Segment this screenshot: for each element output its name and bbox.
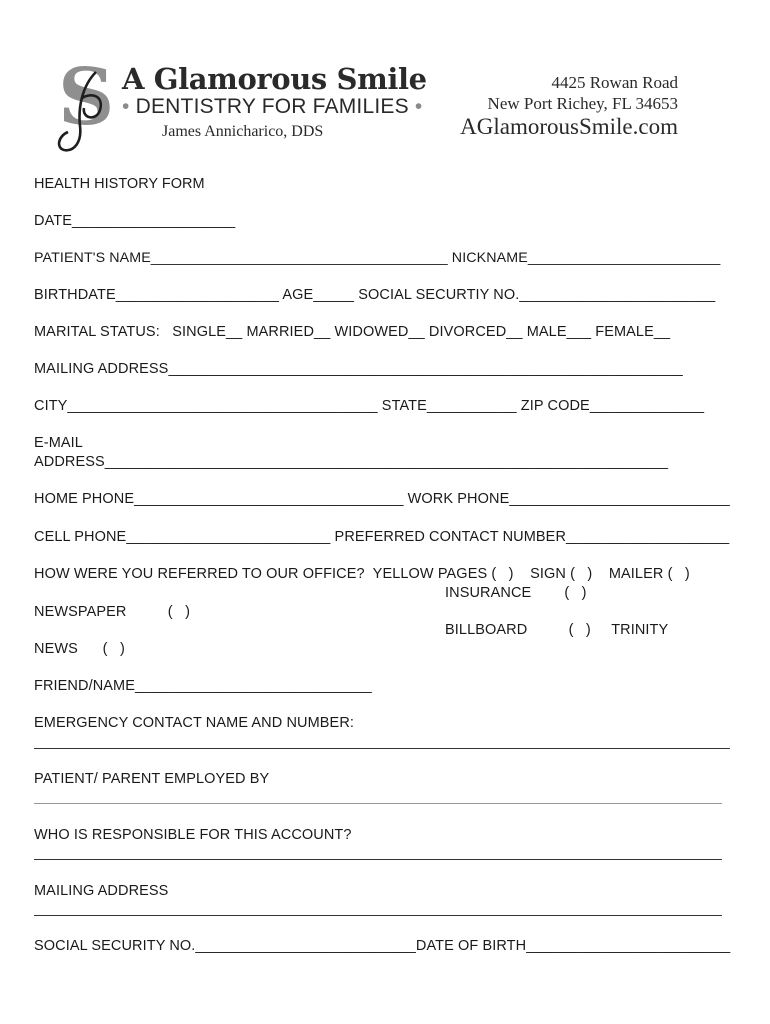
- website: AGlamorousSmile.com: [460, 114, 678, 139]
- form-title: HEALTH HISTORY FORM: [34, 176, 205, 192]
- address-line-2: New Port Richey, FL 34653: [487, 94, 678, 113]
- svg-text:S: S: [58, 56, 115, 143]
- billboard-option[interactable]: BILLBOARD ( ) TRINITY: [445, 622, 669, 638]
- monogram-logo-icon: [52, 56, 120, 156]
- patient-name-field[interactable]: PATIENT'S NAME_____________________________________ NICKNAME________________________: [34, 250, 721, 266]
- cell-phone-field[interactable]: CELL PHONE_________________________ PREFERRED CONTACT NUMBER____________________: [34, 529, 730, 545]
- email-address-field[interactable]: ADDRESS_____________________________________________________________________: [34, 454, 669, 470]
- responsible-line[interactable]: [34, 859, 722, 860]
- tagline-bullet-right: •: [414, 95, 423, 118]
- employer-line[interactable]: [34, 803, 722, 804]
- responsible-label: WHO IS RESPONSIBLE FOR THIS ACCOUNT?: [34, 827, 352, 843]
- referred-question[interactable]: HOW WERE YOU REFERRED TO OUR OFFICE? YELLOW PAGES ( ) SIGN ( ) MAILER ( ): [34, 566, 690, 582]
- news-option[interactable]: NEWS ( ): [34, 641, 125, 657]
- employer-label: PATIENT/ PARENT EMPLOYED BY: [34, 771, 270, 787]
- mailing-address-2-label: MAILING ADDRESS: [34, 883, 169, 899]
- newspaper-option[interactable]: NEWSPAPER ( ): [34, 604, 191, 620]
- email-label: E-MAIL: [34, 435, 83, 451]
- practice-tagline: [122, 95, 422, 119]
- emergency-contact-line[interactable]: [34, 748, 730, 749]
- mailing-address-field[interactable]: MAILING ADDRESS_______________________________________________________________: [34, 361, 683, 377]
- marital-status-field[interactable]: MARITAL STATUS: SINGLE__ MARRIED__ WIDOWED__ DIVORCED__ MALE___ FEMALE__: [34, 324, 671, 340]
- friend-name-field[interactable]: FRIEND/NAME_____________________________: [34, 678, 372, 694]
- mailing-address-2-line[interactable]: [34, 915, 722, 916]
- birthdate-field[interactable]: BIRTHDATE____________________ AGE_____ SOCIAL SECURTIY NO.________________________: [34, 287, 716, 303]
- emergency-contact-label: EMERGENCY CONTACT NAME AND NUMBER:: [34, 715, 355, 731]
- ssn-dob-field[interactable]: SOCIAL SECURITY NO.___________________________DATE OF BIRTH_________________________: [34, 938, 731, 954]
- practice-name: A Glamorous Smile: [122, 62, 427, 96]
- tagline-text: DENTISTRY FOR FAMILIES: [135, 95, 409, 118]
- date-field[interactable]: DATE____________________: [34, 213, 236, 229]
- city-field[interactable]: CITY______________________________________ STATE___________ ZIP CODE______________: [34, 398, 705, 414]
- insurance-option[interactable]: INSURANCE ( ): [445, 585, 587, 601]
- address-line-1: 4425 Rowan Road: [551, 73, 678, 92]
- home-phone-field[interactable]: HOME PHONE_________________________________ WORK PHONE___________________________: [34, 491, 730, 507]
- doctor-name: James Annicharico, DDS: [162, 123, 324, 140]
- tagline-bullet-left: •: [122, 95, 130, 118]
